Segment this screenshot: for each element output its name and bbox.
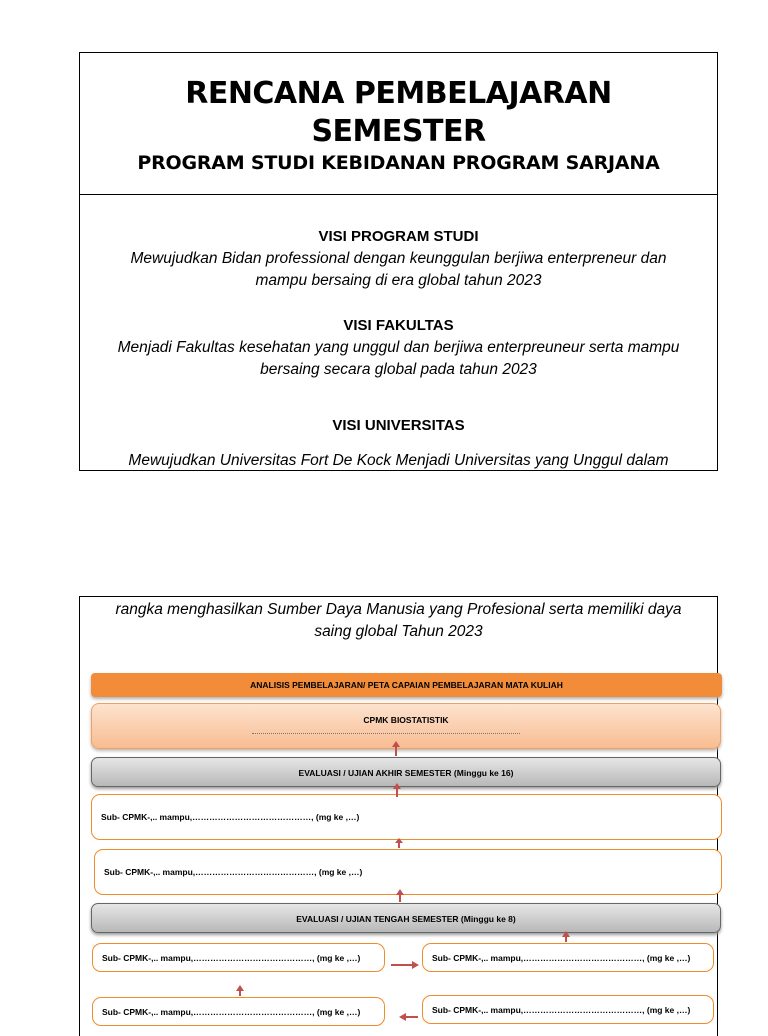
- visi-fakultas-line2: bersaing secara global pada tahun 2023: [260, 361, 537, 378]
- arrow-left-icon: [399, 1013, 418, 1021]
- visi-prodi-line2: mampu bersaing di era global tahun 2023: [255, 272, 542, 289]
- arrow-up-icon: [236, 985, 244, 996]
- cpmk-label: CPMK BIOSTATISTIK: [363, 715, 449, 725]
- visi-universitas-line1: Mewujudkan Universitas Fort De Kock Menjadi Universitas yang Unggul dalam: [128, 452, 669, 469]
- analysis-banner: ANALISIS PEMBELAJARAN/ PETA CAPAIAN PEMBELAJARAN MATA KULIAH: [91, 673, 722, 697]
- sub-cpmk-label: Sub- CPMK-,.. mampu,……………………………………, (mg ke ,…): [104, 867, 363, 877]
- uts-bar: EVALUASI / UJIAN TENGAH SEMESTER (Minggu ke 8): [91, 903, 721, 933]
- sub-cpmk-label: Sub- CPMK-,.. mampu,……………………………………, (mg ke ,…): [432, 1004, 691, 1015]
- arrow-right-icon: [391, 961, 419, 969]
- arrow-up-icon: [396, 889, 404, 902]
- page-subtitle: PROGRAM STUDI KEBIDANAN PROGRAM SARJANA: [137, 152, 660, 174]
- arrow-up-icon: [393, 783, 401, 797]
- visi-fakultas-heading: VISI FAKULTAS: [343, 317, 454, 334]
- arrow-up-icon: [562, 931, 570, 942]
- visi-universitas-cont-line1: rangka menghasilkan Sumber Daya Manusia yang Profesional serta memiliki daya: [115, 601, 682, 618]
- sub-cpmk-label: Sub- CPMK-,.. mampu,……………………………………, (mg ke ,…): [101, 812, 360, 822]
- uas-bar: EVALUASI / UJIAN AKHIR SEMESTER (Minggu ke 16): [91, 757, 721, 787]
- visi-prodi-line1: Mewujudkan Bidan professional dengan keunggulan berjiwa enterpreneur dan: [130, 250, 667, 267]
- page-title-line2: SEMESTER: [311, 114, 486, 149]
- page-title-line1: RENCANA PEMBELAJARAN: [185, 76, 612, 111]
- visi-prodi-heading: VISI PROGRAM STUDI: [318, 228, 479, 245]
- sub-cpmk-label: Sub- CPMK-,.. mampu,……………………………………, (mg ke ,…): [102, 1006, 361, 1017]
- sub-cpmk-label: Sub- CPMK-,.. mampu,……………………………………, (mg ke ,…): [102, 952, 361, 963]
- arrow-up-icon: [392, 741, 400, 756]
- visi-fakultas-line1: Menjadi Fakultas kesehatan yang unggul dan berjiwa enterpreuneur serta mampu: [117, 339, 680, 356]
- visi-universitas-heading: VISI UNIVERSITAS: [332, 417, 465, 434]
- sub-cpmk-label: Sub- CPMK-,.. mampu,……………………………………, (mg ke ,…): [432, 952, 691, 963]
- visi-universitas-cont-line2: saing global Tahun 2023: [314, 623, 483, 640]
- arrow-up-icon: [395, 838, 403, 848]
